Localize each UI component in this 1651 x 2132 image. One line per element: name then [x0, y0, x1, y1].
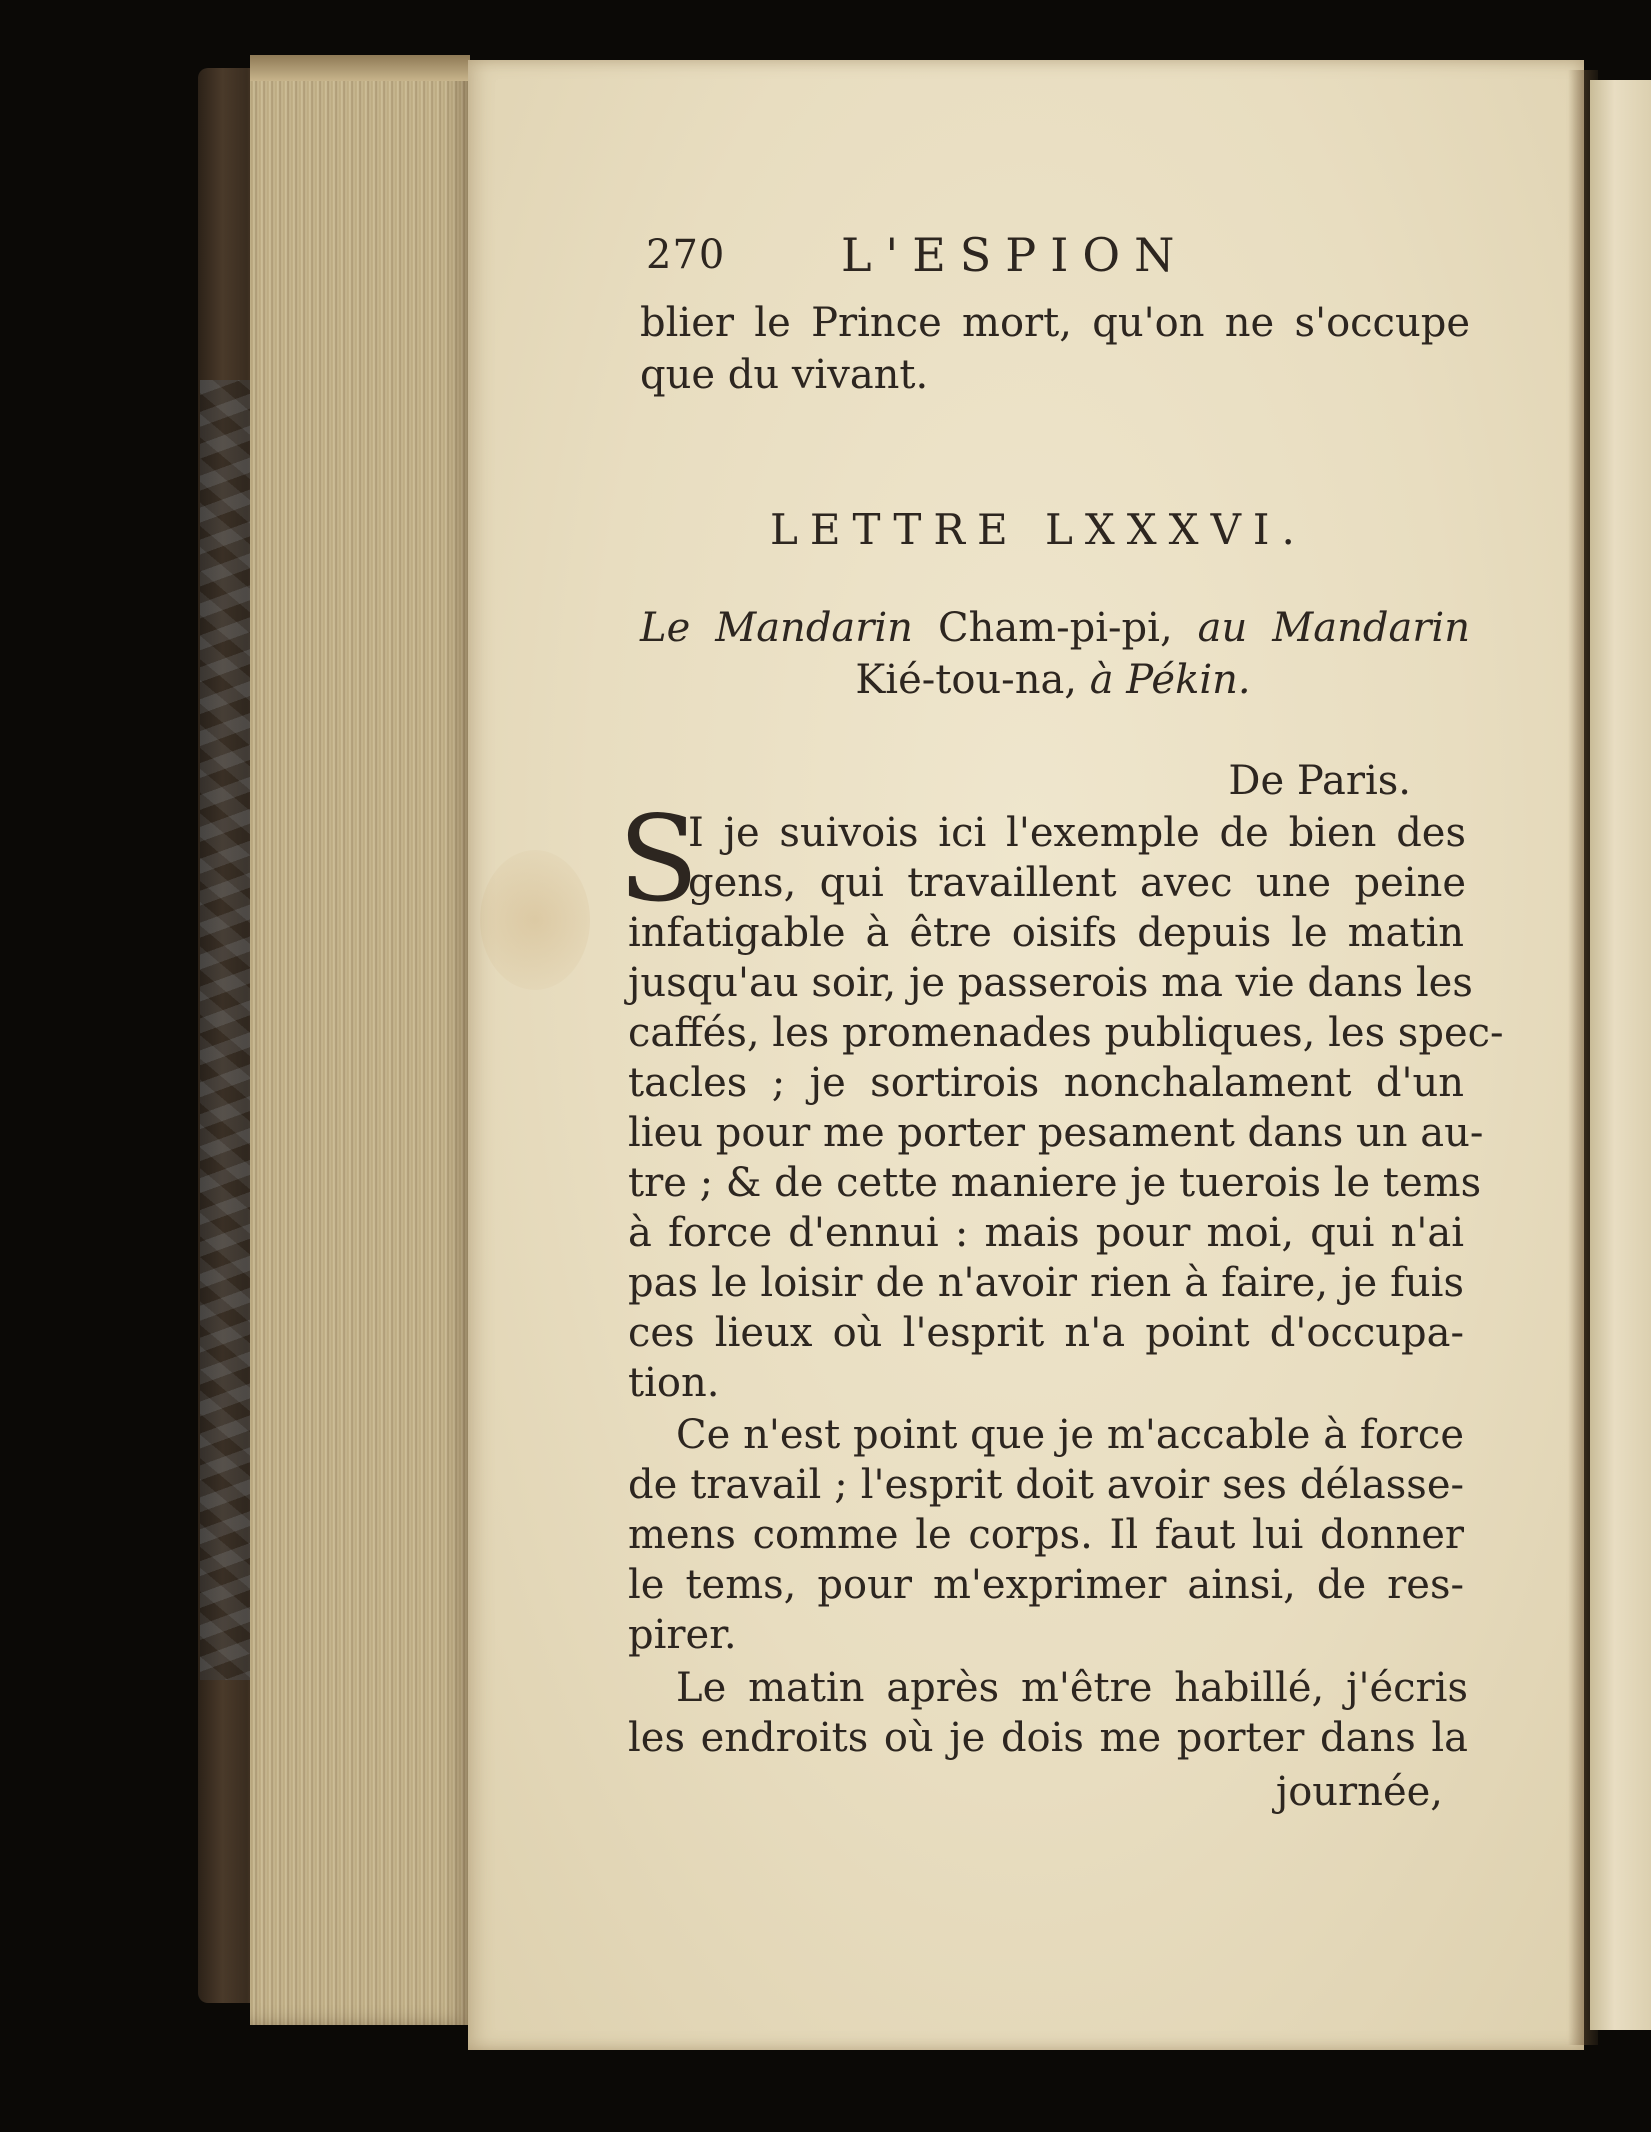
paragraph-2-line: de travail ; l'esprit doit avoir ses délasse-	[628, 1462, 1464, 1508]
paragraph-1-line: I je suivois ici l'exemple de bien des	[688, 810, 1466, 856]
paragraph-1-line: caffés, les promenades publiques, les spec-	[628, 1010, 1504, 1056]
subtitle-part-2: Cham-pi-pi,	[937, 605, 1173, 651]
paragraph-1-line: tion.	[628, 1360, 720, 1406]
paragraph-2-line: mens comme le corps. Il faut lui donner	[628, 1512, 1464, 1558]
paragraph-1-line: pas le loisir de n'avoir rien à faire, je fuis	[628, 1260, 1464, 1306]
paragraph-1-line: infatigable à être oisifs depuis le matin	[628, 910, 1464, 956]
carryover-line-1: blier le Prince mort, qu'on ne s'occupe	[640, 300, 1470, 346]
page-edges	[250, 55, 470, 2025]
paragraph-3-line: les endroits où je dois me porter dans la	[628, 1715, 1468, 1761]
marbled-cover	[200, 380, 252, 1680]
paragraph-2-line: pirer.	[628, 1612, 737, 1658]
letter-subtitle-line-2	[638, 655, 1468, 705]
paragraph-1-line: à force d'ennui : mais pour moi, qui n'ai	[628, 1210, 1464, 1256]
carryover-line-2: que du vivant.	[640, 352, 929, 398]
letter-heading: LETTRE LXXXVI.	[770, 505, 1307, 554]
letter-subtitle-line-1	[640, 603, 1470, 653]
page-edges-top	[250, 55, 470, 81]
letter-place: De Paris.	[1228, 758, 1411, 804]
page-number: 270	[646, 232, 726, 278]
drop-cap: S	[618, 790, 699, 928]
page-header	[646, 228, 1286, 288]
subtitle-part-3: au Mandarin	[1197, 605, 1470, 651]
facing-page-edge	[1590, 80, 1651, 2030]
paragraph-1-line: lieu pour me porter pesament dans un au-	[628, 1110, 1484, 1156]
running-title: L'ESPION	[841, 228, 1189, 282]
paragraph-2-line: Ce n'est point que je m'accable à force	[676, 1412, 1464, 1458]
paragraph-1-line: tre ; & de cette maniere je tuerois le tems	[628, 1160, 1482, 1206]
subtitle-part-4: Kié-tou-na,	[855, 657, 1078, 703]
paragraph-1-line: tacles ; je sortirois nonchalament d'un	[628, 1060, 1464, 1106]
paper-stain	[480, 850, 590, 990]
subtitle-part-1: Le Mandarin	[640, 605, 913, 651]
subtitle-part-5: à Pékin.	[1089, 657, 1251, 703]
paragraph-1-line: jusqu'au soir, je passerois ma vie dans les	[628, 960, 1473, 1006]
paragraph-2-line: le tems, pour m'exprimer ainsi, de res-	[628, 1562, 1464, 1608]
paragraph-1-line: gens, qui travaillent avec une peine	[688, 860, 1466, 906]
catchword: journée,	[1275, 1769, 1443, 1815]
paragraph-3-line: Le matin après m'être habillé, j'écris	[676, 1665, 1468, 1711]
paragraph-1-line: ces lieux où l'esprit n'a point d'occupa-	[628, 1310, 1464, 1356]
